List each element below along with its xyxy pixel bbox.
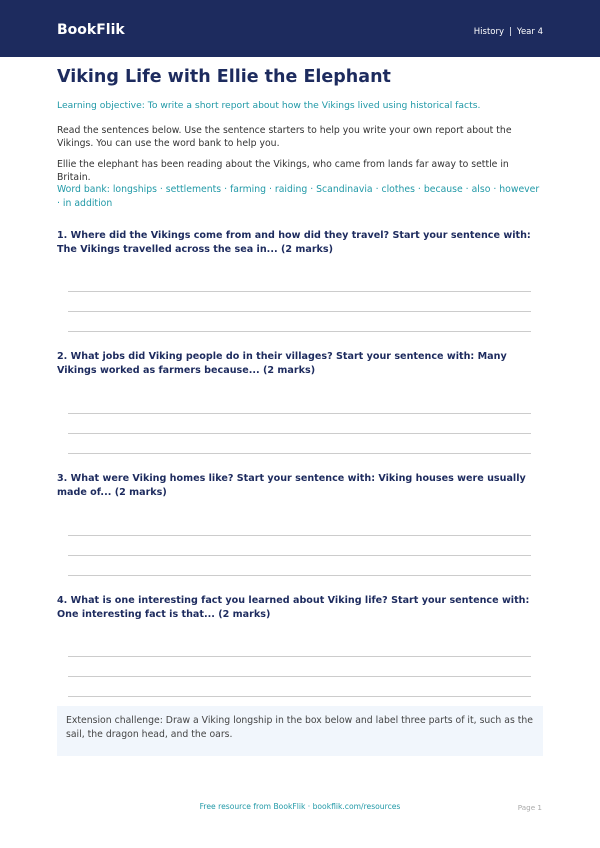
footer-credit: Free resource from BookFlik · bookflik.com/resources <box>199 802 401 811</box>
word-bank: Word bank: longships · settlements · farming · raiding · Scandinavia · clothes · because · also · however · in addition <box>57 184 540 209</box>
answer-line-3a[interactable] <box>68 535 531 536</box>
answer-line-2a[interactable] <box>68 413 531 414</box>
worksheet-title: Viking Life with Ellie the Elephant <box>57 67 391 87</box>
answer-line-1b[interactable] <box>68 311 531 312</box>
answer-line-4a[interactable] <box>68 656 531 657</box>
year-label: Year 4 <box>516 27 543 37</box>
extension-challenge-text: Extension challenge: Draw a Viking longship in the box below and label three parts of it, such as the sail, the dragon head, and the oars. <box>66 715 534 740</box>
answer-line-3c[interactable] <box>68 575 531 576</box>
extension-challenge-box[interactable] <box>57 706 543 756</box>
header-meta <box>474 27 543 38</box>
answer-line-1a[interactable] <box>68 291 531 292</box>
question-1: 1. Where did the Vikings come from and how did they travel? Start your sentence with: The Vikings travelled across the sea in... (2 marks) <box>57 230 531 255</box>
question-2: 2. What jobs did Viking people do in their villages? Start your sentence with: Many Vikings worked as farmers because... (2 marks) <box>57 351 507 376</box>
brand-logo-text: BookFlik <box>57 22 125 38</box>
page-number: Page 1 <box>517 803 542 812</box>
question-4: 4. What is one interesting fact you learned about Viking life? Start your sentence with: One interesting fact is that... (2 marks) <box>57 595 530 620</box>
answer-line-4c[interactable] <box>68 696 531 697</box>
answer-line-4b[interactable] <box>68 676 531 677</box>
meta-separator: | <box>509 27 512 37</box>
question-3: 3. What were Viking homes like? Start your sentence with: Viking houses were usually made of... (2 marks) <box>57 473 526 498</box>
answer-line-2c[interactable] <box>68 453 531 454</box>
answer-line-3b[interactable] <box>68 555 531 556</box>
instructions-paragraph: Read the sentences below. Use the sentence starters to help you write your own report about the Vikings. You can use the word bank to help you. <box>57 125 512 149</box>
answer-line-2b[interactable] <box>68 433 531 434</box>
context-paragraph: Ellie the elephant has been reading about the Vikings, who came from lands far away to settle in Britain. <box>57 159 509 183</box>
subject-label: History <box>473 27 505 37</box>
page-header <box>0 0 600 57</box>
answer-line-1c[interactable] <box>68 331 531 332</box>
learning-objective: Learning objective: To write a short report about how the Vikings lived using historical facts. <box>57 100 481 111</box>
